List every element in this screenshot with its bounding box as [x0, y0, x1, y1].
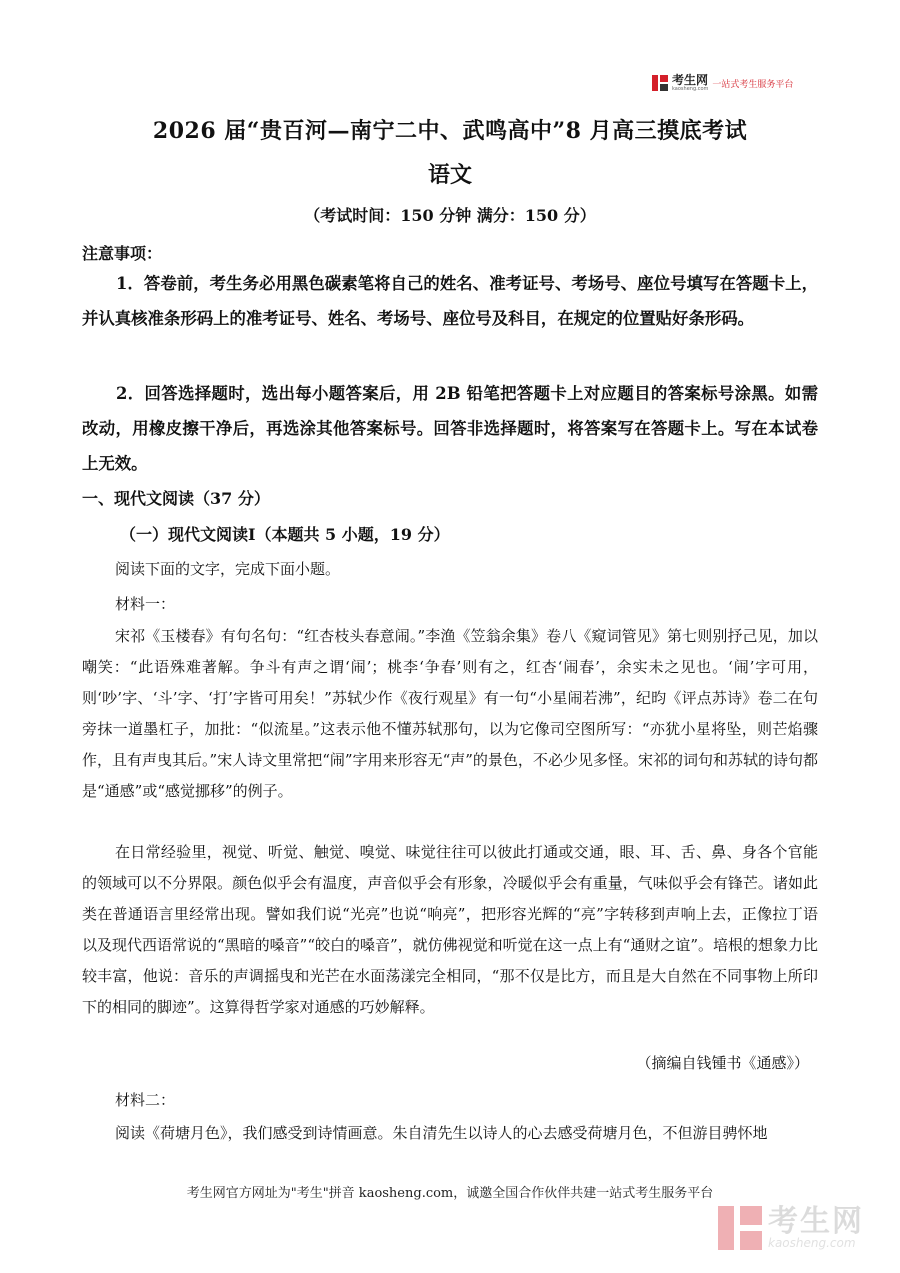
section-heading: 一、现代文阅读（37 分）: [82, 489, 270, 508]
material-2-label: 材料二：: [115, 1091, 176, 1109]
reading-instruction: 阅读下面的文字，完成下面小题。: [115, 560, 341, 578]
logo-name: 考生网: [672, 73, 709, 87]
watermark-domain: kaosheng.com: [768, 1236, 856, 1250]
watermark-logo-icon: [718, 1206, 762, 1250]
subsection-heading: （一）现代文阅读Ⅰ（本题共 5 小题，19 分）: [120, 525, 450, 544]
notice-heading: 注意事项：: [82, 244, 163, 263]
watermark-name: 考生网: [768, 1204, 864, 1239]
kaosheng-logo[interactable]: [652, 74, 793, 92]
kaosheng-logo-icon: [652, 75, 668, 91]
notice-item-2: 2．回答选择题时，选出每小题答案后，用 2B 铅笔把答题卡上对应题目的答案标号涂黑。如需改动，用橡皮擦干净后，再选涂其他答案标号。回答非选择题时，将答案写在答题卡上。写在本试卷上无效。: [82, 384, 818, 473]
exam-subject: 语文: [427, 162, 472, 188]
footer-text: 考生网官方网址为"考生"拼音 kaosheng.com，诚邀全国合作伙伴共建一站式考生服务平台: [186, 1186, 714, 1201]
material-2-paragraph-1: 阅读《荷塘月色》，我们感受到诗情画意。朱自清先生以诗人的心去感受荷塘月色，不但游目骋怀地: [115, 1124, 768, 1142]
logo-domain: kaosheng.com: [672, 86, 709, 92]
material-1-label: 材料一：: [115, 595, 176, 613]
exam-title: 2026 届“贵百河—南宁二中、武鸣高中”8 月高三摸底考试: [152, 118, 748, 144]
material-1-paragraph-2: 在日常经验里，视觉、听觉、触觉、嗅觉、味觉往往可以彼此打通或交通，眼、耳、舌、鼻、身各个官能的领域可以不分界限。颜色似乎会有温度，声音似乎会有形象，冷暖似乎会有重量，气味似乎会有锋芒。诸如此类在普通语言里经常出现。譬如我们说“光亮”也说“响亮”，把形容光辉的“亮”字转移到声响上去，正像拉丁语以及现代西语常说的“黑暗的嗓音”“皎白的嗓音”，就仿佛视觉和听觉在这一点上有“通财之谊”。培根的想象力比较丰富，他说：音乐的声调摇曳和光芒在水面荡漾完全相同，“那不仅是比方，而且是大自然在不同事物上所印下的相同的脚迹”。这算得哲学家对通感的巧妙解释。: [82, 843, 819, 1016]
watermark-logo: [718, 1206, 864, 1250]
notice-item-1: 1．答卷前，考生务必用黑色碳素笔将自己的姓名、准考证号、考场号、座位号填写在答题卡上，并认真核准条形码上的准考证号、姓名、考场号、座位号及科目，在规定的位置贴好条形码。: [82, 274, 818, 328]
material-1-paragraph-1: 宋祁《玉楼春》有句名句：“红杏枝头春意闹。”李渔《笠翁余集》卷八《窥词管见》第七则别抒己见，加以嘲笑：“此语殊难著解。争斗有声之谓‘闹’；桃李‘争春’则有之，红杏‘闹春’，余实未之见也。‘闹’字可用，则‘吵’字、‘斗’字、‘打’字皆可用矣！”苏轼少作《夜行观星》有一句“小星闹若沸”，纪昀《评点苏诗》卷二在句旁抹一道墨杠子，加批：“似流星。”这表示他不懂苏轼那句，以为它像司空图所写：“亦犹小星将坠，则芒焰骤作，且有声曳其后。”宋人诗文里常把“闹”字用来形容无“声”的景色，不必少见多怪。宋祁的词句和苏轼的诗句都是“通感”或“感觉挪移”的例子。: [82, 627, 818, 800]
material-1-source: （摘编自钱锺书《通感》）: [636, 1054, 809, 1072]
logo-slogan: 一站式考生服务平台: [712, 79, 794, 90]
exam-time-info: （考试时间：150 分钟 满分：150 分）: [304, 206, 596, 225]
